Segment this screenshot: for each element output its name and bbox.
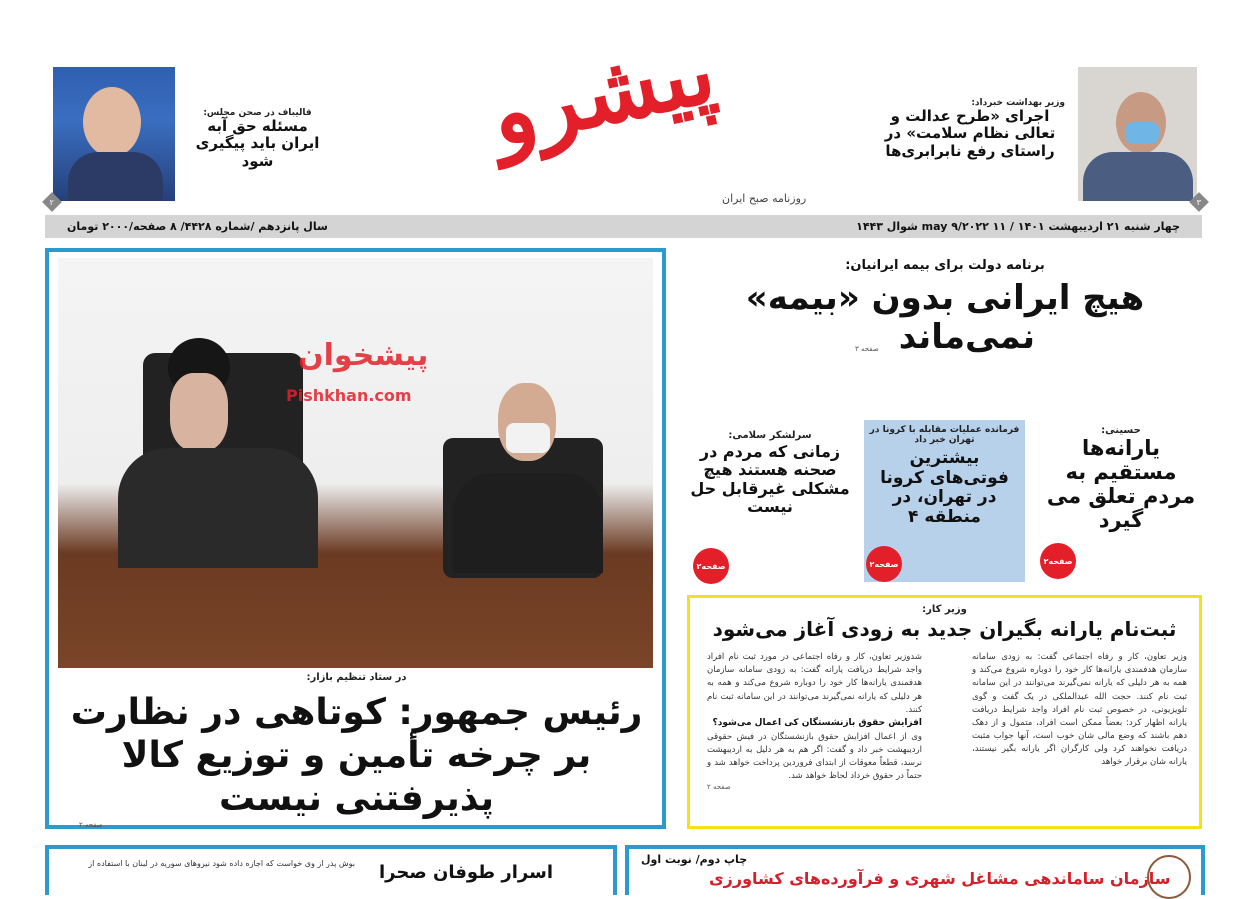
story-kicker: سرلشکر سلامی: [728,430,812,441]
headline-line1: هیچ ایرانی بدون «بیمه» [745,278,1145,318]
yellow-col-right: وزیر تعاون، کار و رفاه اجتماعی گفت: به زودی سامانه سازمان هدفمندی یارانه‌ها کار خود را دوباره شروع می‌کند و همه به هر دلیلی که یارانه نمی‌گیرند می‌توانند در این سامانه ثبت نام کنند. حجت الله عبدالملکی در یک گفت و گوی تلویزیونی، در خصوص ثبت نام افراد واجد شرایط دریافت یارانه اظهار کرد: بعضاً ممکن است افراد، متمول و از دهک دهم باشند که وضع مالی شان خوب است، آنها جواب مثبت دریافت نخواهند کرد ولی کارگران اگر یارانه بگیر نیستند، یارانه شان برقرار خواهد [972,652,1187,768]
page-marker: ۳ [1189,192,1209,212]
story-title: زمانی که مردم در صحنه هستند هیچ مشکلی غیرقابل حل نیست [690,442,850,517]
yellow-page-ref: صفحه ۲ [707,783,731,792]
story-subsidy[interactable] [1040,425,1202,585]
emblem-icon [1147,855,1191,899]
bottom-right-box[interactable] [625,845,1205,895]
lead-title: رئیس جمهور: کوتاهی در نظارت بر چرخه تأمین و توزیع کالا پذیرفتنی نیست [70,692,643,820]
subsidy-registration-box[interactable] [687,595,1202,829]
watermark-fa: پیشخوان [298,338,429,373]
logo: پیشرو [481,17,724,168]
bottom-right-title: سازمان ساماندهی مشاغل شهری و فرآورده‌های کشاورزی [709,869,1171,888]
yellow-subhead: افزایش حقوق بازنشستگان کی اعمال می‌شود؟ [712,717,922,728]
bottom-right-kicker: چاپ دوم/ نوبت اول [641,853,748,866]
bottom-left-box[interactable] [45,845,617,895]
tagline: روزنامه صبح ایران [722,192,807,205]
yellow-title: ثبت‌نام یارانه بگیران جدید به زودی آغاز می‌شود [712,617,1177,641]
page-badge[interactable]: صفحه۲ [1040,543,1076,579]
story-salami[interactable] [690,430,850,585]
bottom-left-text: بوش پدر از وی خواست که اجازه داده شود نیروهای سوریه در لبنان با استفاده از [88,859,355,868]
top-right-story[interactable] [875,98,1065,160]
issue-info: سال پانزدهم /شماره ۴۴۲۸/ ۸ صفحه/۲۰۰۰ تومان [67,220,328,233]
top-left-kicker: قالیباف در صحن مجلس: [203,108,312,118]
story-corona[interactable] [864,420,1025,582]
story-title: بیشترین فوتی‌های کرونا در تهران، در منطقه ۴ [880,448,1009,527]
main-headline[interactable] [690,258,1200,357]
top-right-photo [1078,67,1197,201]
lead-page-ref: صفحه ۲ [79,820,103,829]
top-right-kicker: وزیر بهداشت خبرداد: [971,98,1065,108]
lead-story-box[interactable] [45,248,666,829]
headline-page-ref: صفحه ۳ [855,345,879,354]
headline-line2: نمی‌ماند [898,317,1035,358]
top-left-title: مسئله حق آبه ایران باید پیگیری شود [195,117,320,170]
date-bar [45,215,1202,238]
story-kicker: فرمانده عملیات مقابله با کرونا در تهران خبر داد [869,425,1020,445]
page-badge[interactable]: صفحه۲ [866,546,902,582]
bottom-left-title: اسرار طوفان صحرا [378,862,553,883]
watermark-en: Pishkhan.com [286,386,412,405]
page-badge[interactable]: صفحه۲ [693,548,729,584]
top-left-photo [53,67,175,201]
yellow-kicker: وزیر کار: [922,604,967,615]
story-title: یارانه‌ها مستقیم به مردم تعلق می گیرد [1046,436,1196,533]
headline-kicker: برنامه دولت برای بیمه ایرانیان: [845,258,1045,273]
date-info: چهار شنبه ۲۱ اردیبهشت ۱۴۰۱ / ۱۱ may ۹/۲۰۲۲ شوال ۱۴۴۳ [856,220,1180,233]
page-marker: ۲ [42,192,62,212]
story-kicker: حسینی: [1101,425,1141,436]
top-left-story[interactable] [190,108,325,170]
yellow-col-left: شدوزیر تعاون، کار و رفاه اجتماعی در مورد ثبت نام افراد واجد شرایط دریافت یارانه گفت: به زودی سامانه سازمان هدفمندی یارانه‌ها کار خود را دوباره شروع می‌کند و همه به هر دلیلی که یارانه نمی‌گیرند می‌توانند در این سامانه ثبت نام کنند. [707,652,922,715]
lead-kicker: در ستاد تنظیم بازار: [306,672,407,683]
main-photo [58,258,653,668]
yellow-col-left-2: وی از اعمال افزایش حقوق بازنشستگان در فیش حقوقی اردیبهشت خبر داد و گفت: اگر هم به هر دلیل به اردیبهشت نرسد، قطعاً معوقات از ابتدای فروردین پرداخت خواهد شد و حتماً در حقوق خرداد لحاظ خواهد شد. [707,731,922,782]
top-right-title: اجرای «طرح عدالت و تعالی نظام سلامت» در راستای رفع نابرابری‌ها [884,107,1056,160]
